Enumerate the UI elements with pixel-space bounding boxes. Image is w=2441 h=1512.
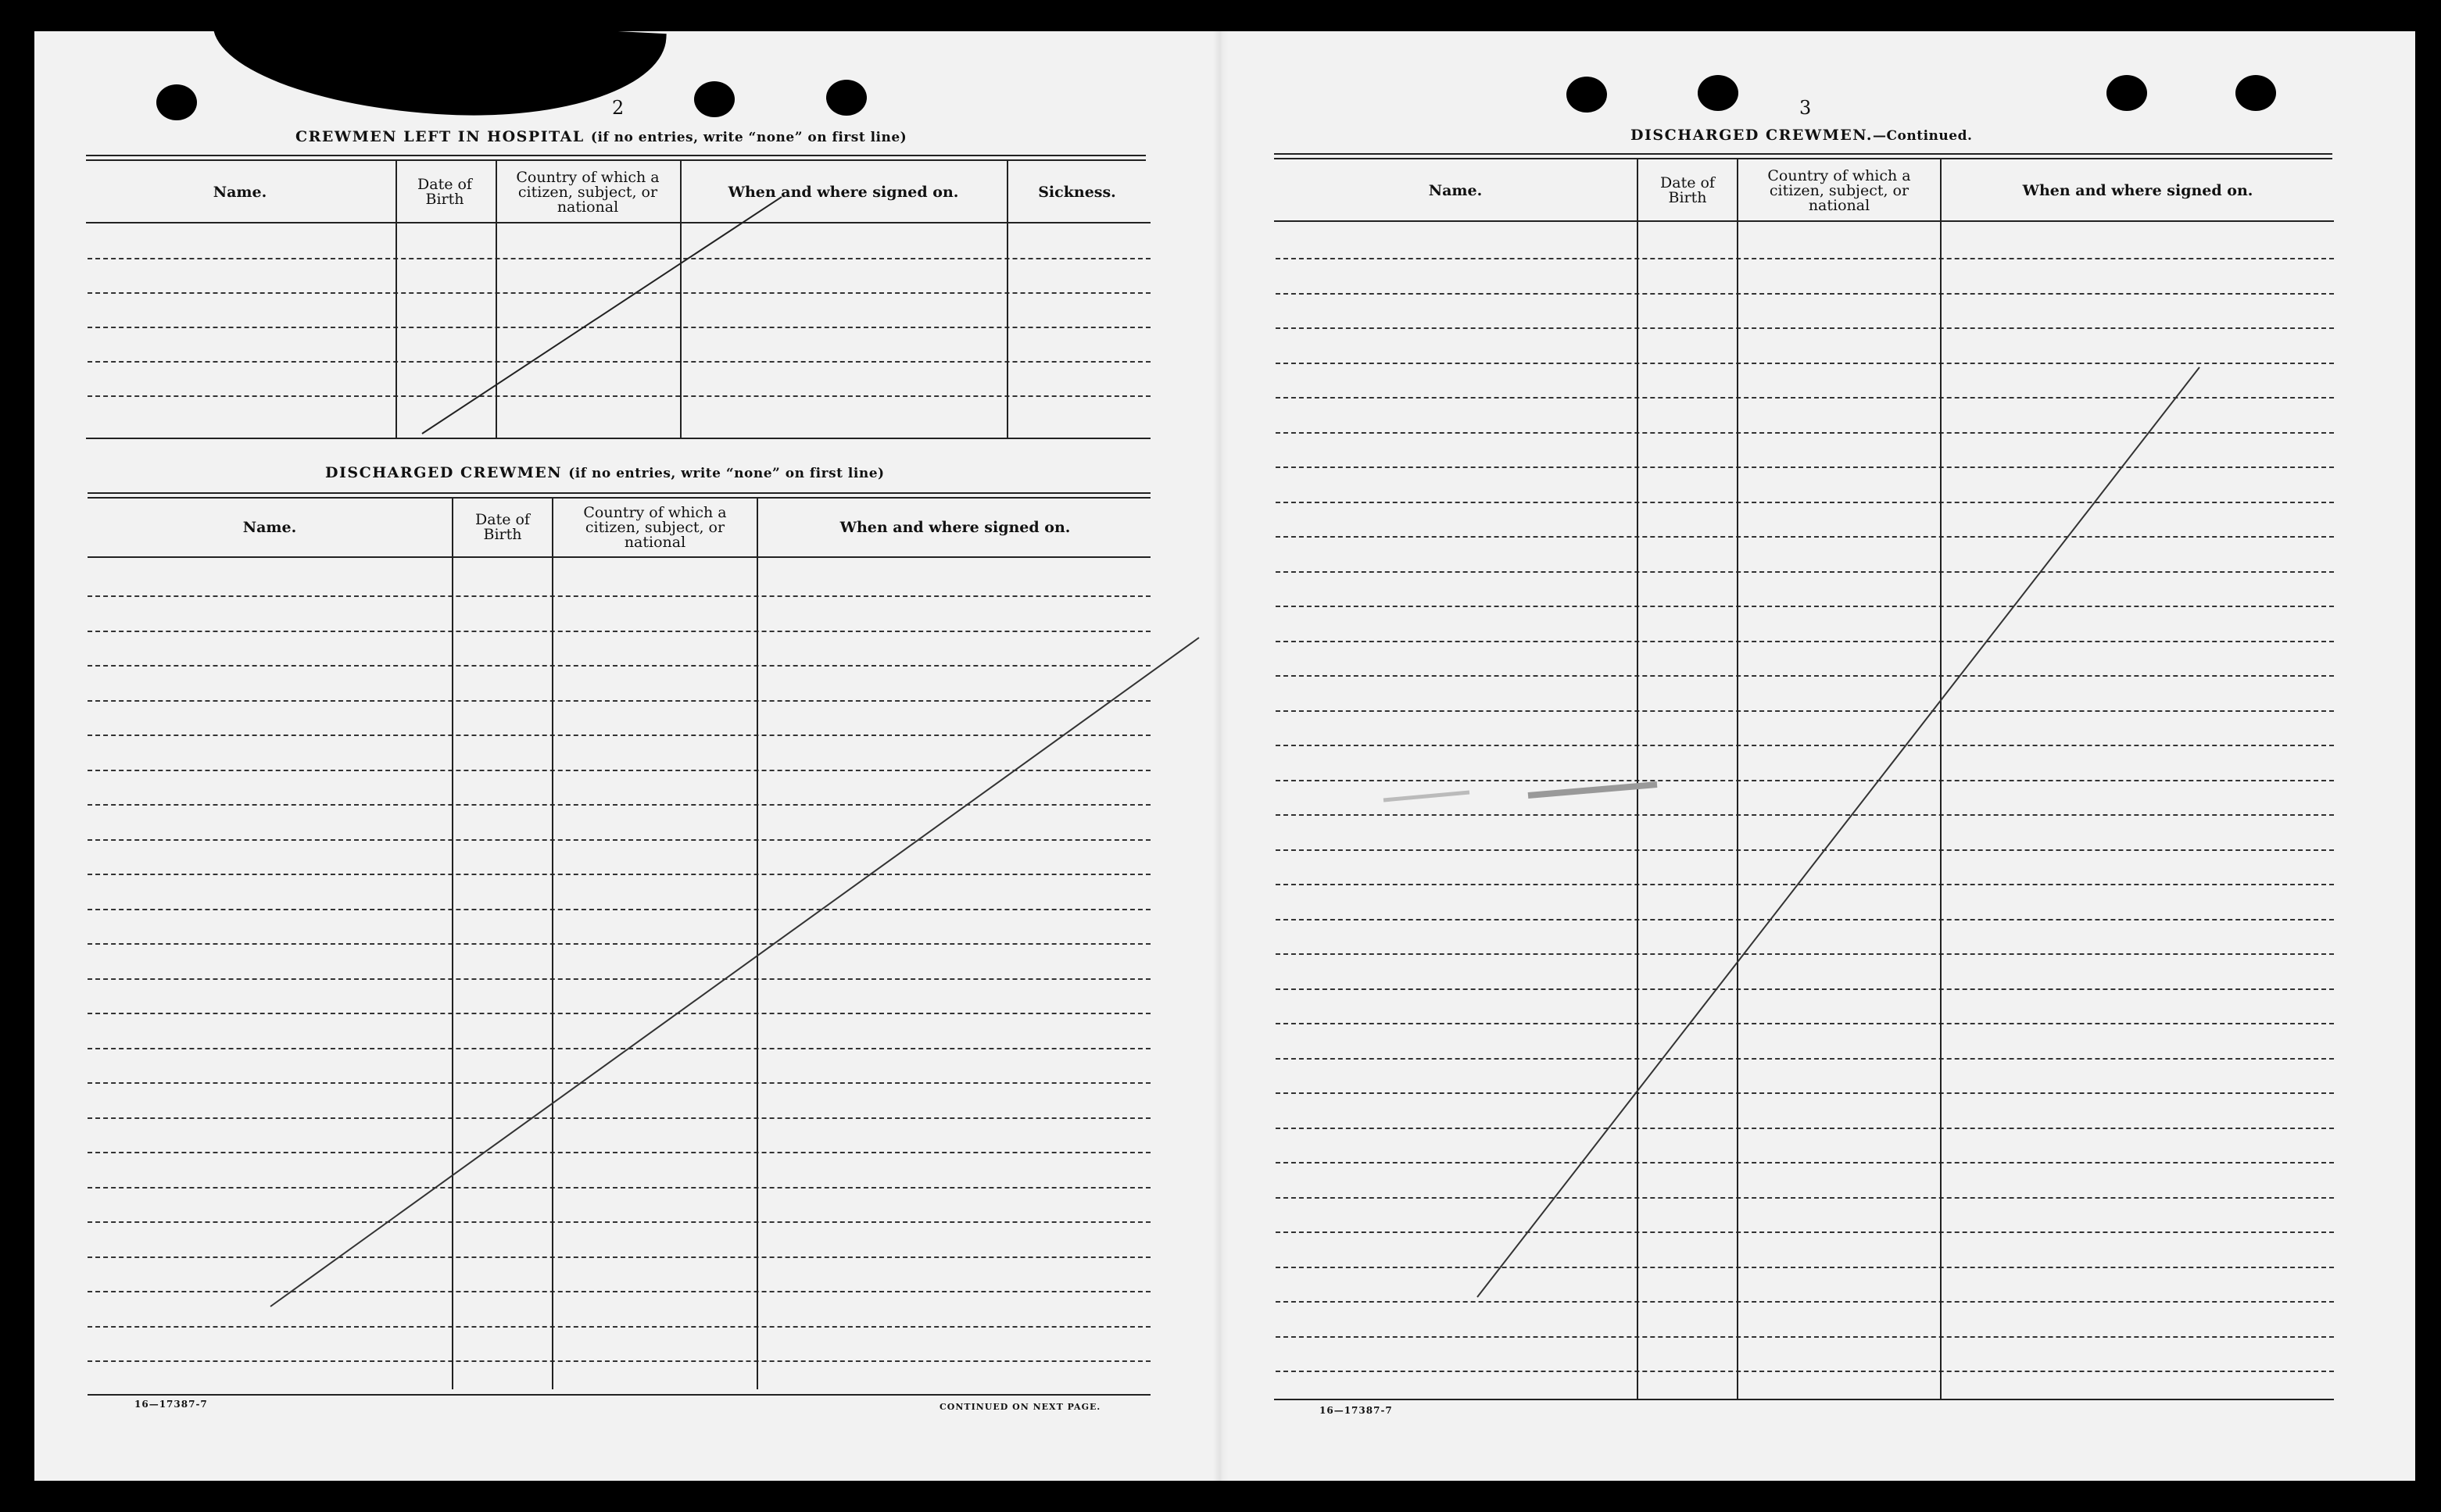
column-header-name: Name. — [242, 518, 297, 536]
column-header-country: Country of which a citizen, subject, or national — [1767, 166, 1911, 214]
column-header-signed-on: When and where signed on. — [728, 183, 959, 201]
discharged-title: DISCHARGED CREWMEN — [325, 464, 563, 481]
column-header-dob: Date of Birth — [475, 511, 530, 543]
column-header-dob: Date of Birth — [1660, 174, 1715, 206]
column-header-name: Name. — [1428, 181, 1483, 199]
form-number: 16—17387-7 — [1319, 1405, 1393, 1416]
column-header-dob: Date of Birth — [417, 176, 472, 208]
continued-note: CONTINUED ON NEXT PAGE. — [940, 1402, 1101, 1412]
right-title: DISCHARGED CREWMEN. — [1630, 127, 1874, 144]
hospital-title: CREWMEN LEFT IN HOSPITAL — [295, 128, 585, 145]
stamp-mark — [1528, 785, 1657, 795]
stamp-mark — [1383, 792, 1469, 800]
column-header-sickness: Sickness. — [1038, 183, 1116, 201]
discharged-note: (if no entries, write “none” on first line) — [568, 466, 885, 481]
page-number: 3 — [1799, 97, 1813, 119]
cancel-stroke — [422, 197, 782, 434]
column-header-country: Country of which a citizen, subject, or national — [583, 503, 727, 551]
hospital-note: (if no entries, write “none” on first line) — [590, 130, 907, 145]
page-number: 2 — [612, 97, 625, 119]
cancel-stroke — [1477, 367, 2199, 1297]
column-header-signed-on: When and where signed on. — [839, 518, 1071, 536]
column-header-name: Name. — [213, 183, 267, 201]
cancel-stroke — [270, 638, 1199, 1306]
column-header-country: Country of which a citizen, subject, or national — [516, 168, 660, 216]
right-title-suffix: —Continued. — [1873, 128, 1973, 144]
column-header-signed-on: When and where signed on. — [2022, 181, 2253, 199]
form-number: 16—17387-7 — [134, 1399, 208, 1410]
